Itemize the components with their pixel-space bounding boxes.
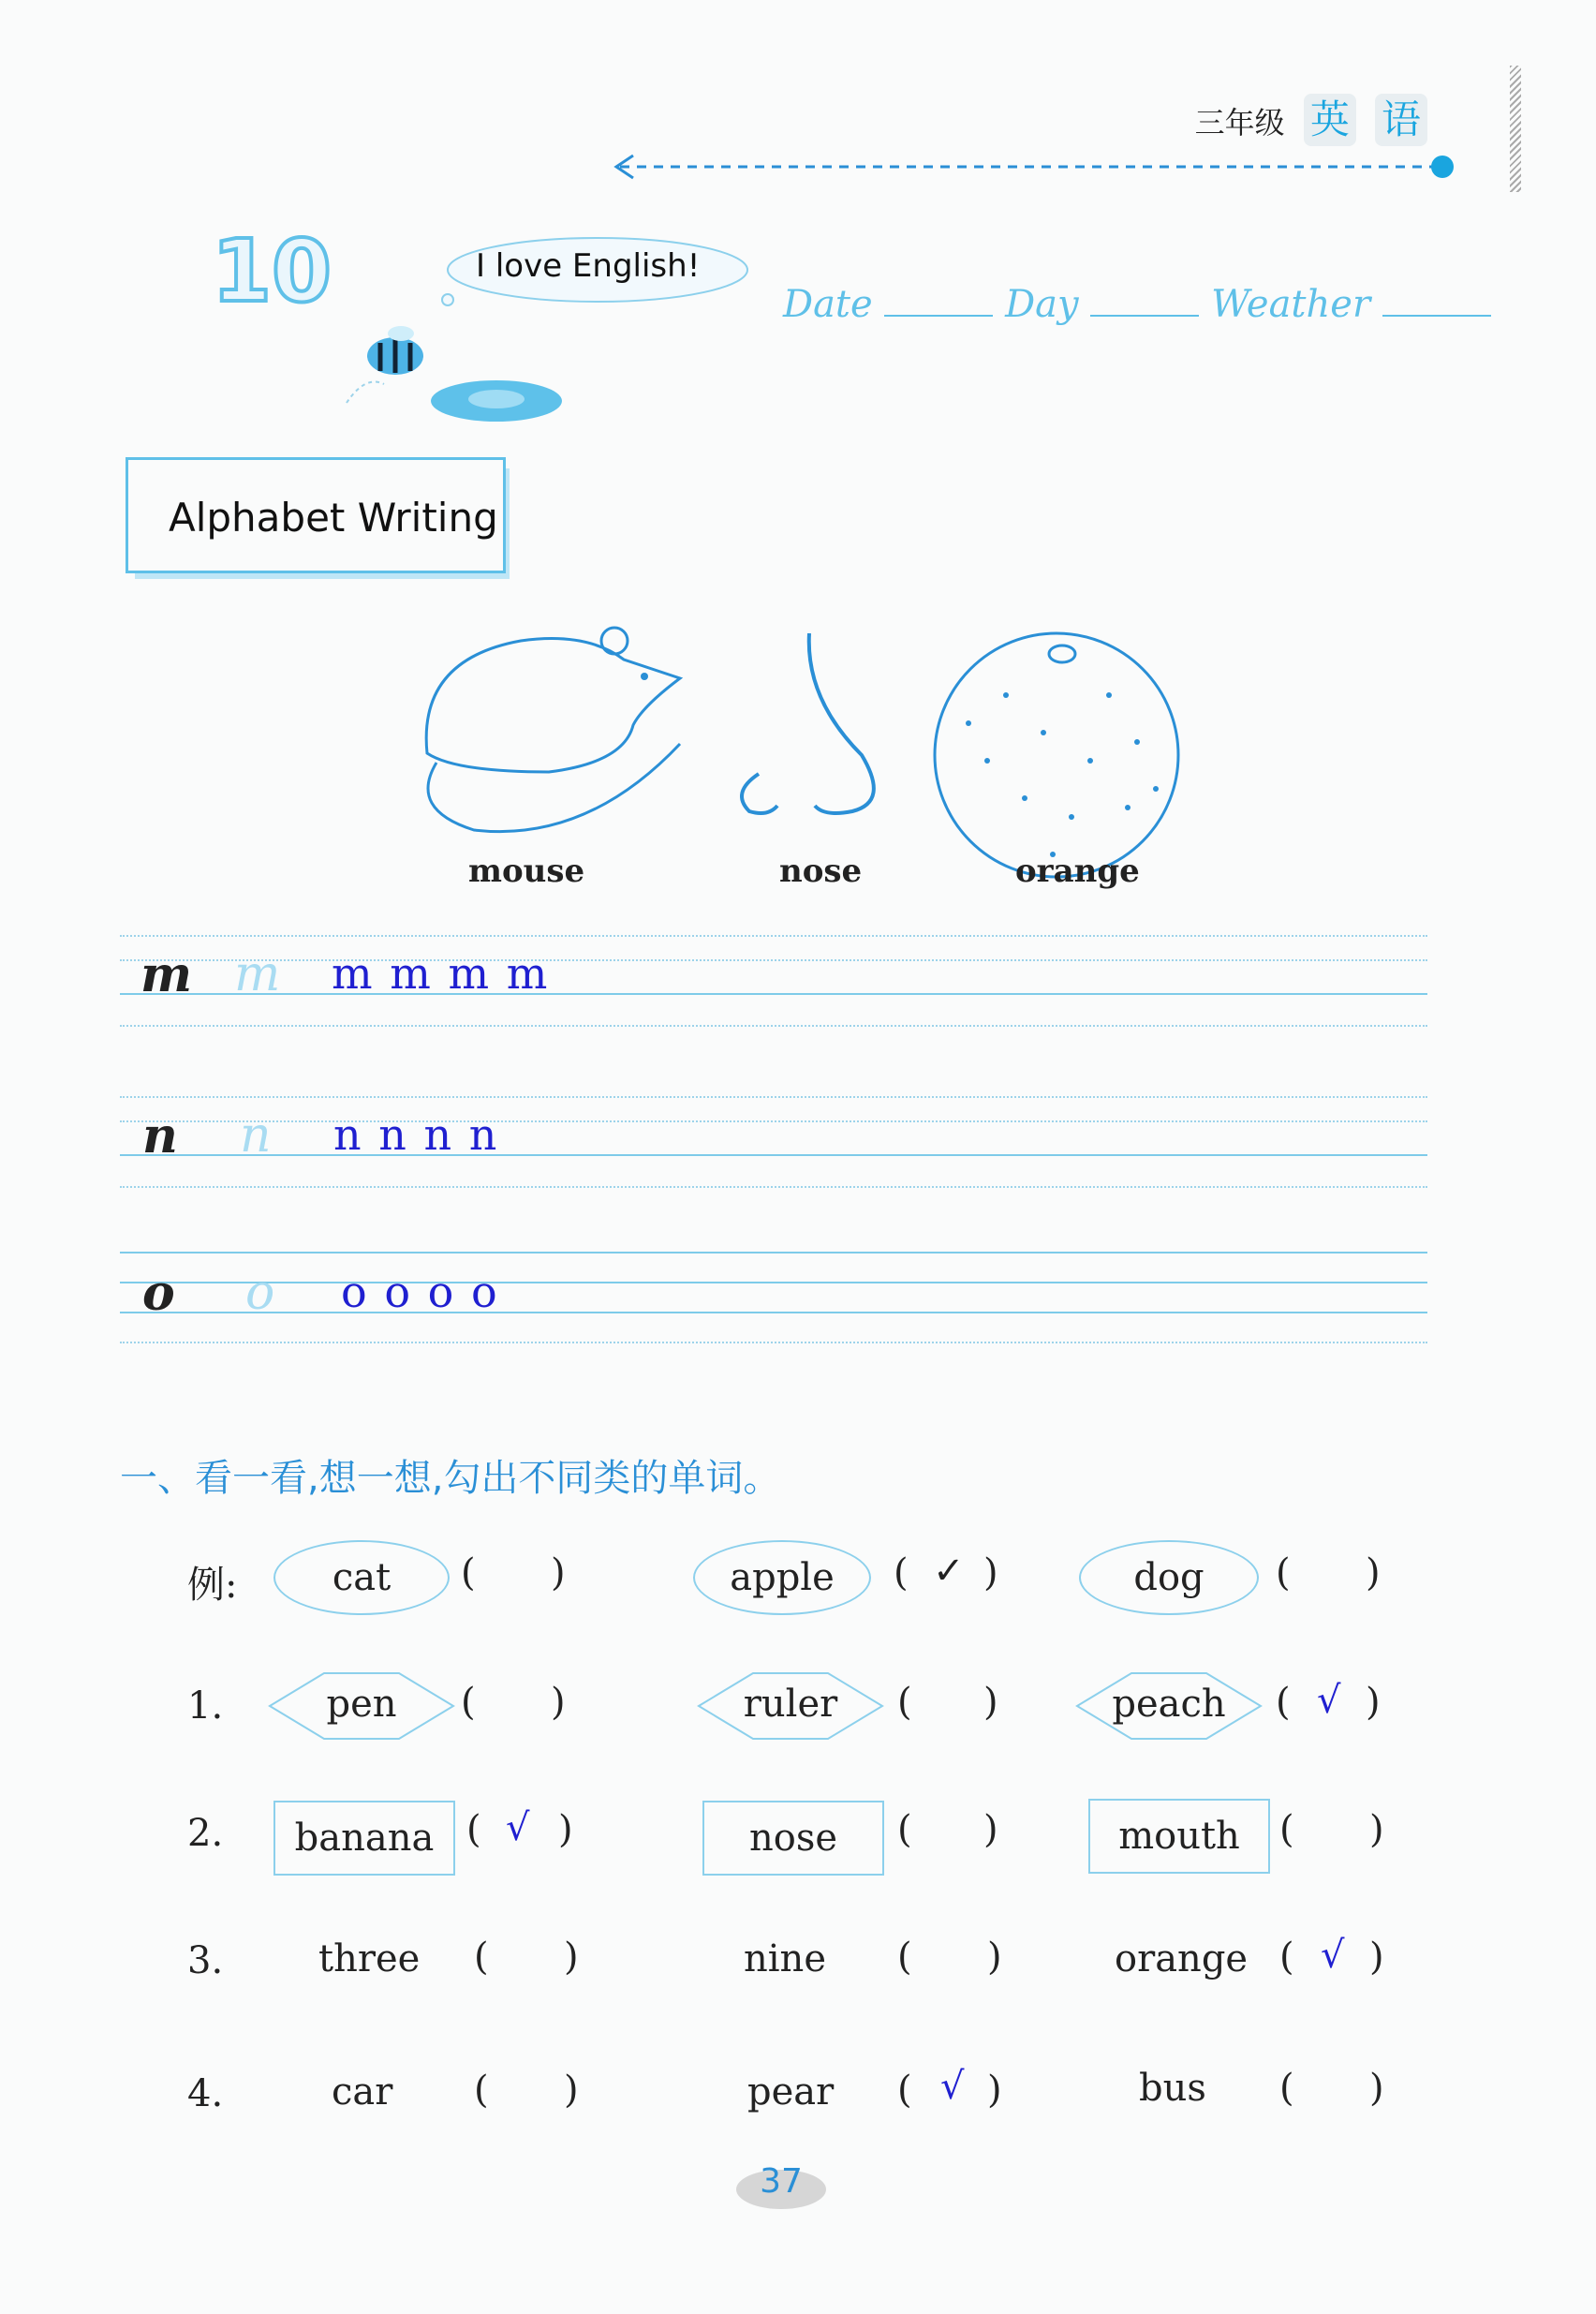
answer-paren[interactable]: ) [1366, 1551, 1381, 1595]
answer-m[interactable]: m m m m [332, 948, 550, 999]
answer-paren[interactable]: ) [558, 1808, 573, 1851]
date-label: Date [783, 283, 873, 326]
word: three [318, 1937, 421, 1980]
answer-paren[interactable]: ) [987, 1936, 1002, 1979]
answer-paren[interactable]: ) [551, 1681, 566, 1724]
picture-label: orange [1015, 853, 1140, 890]
header-arrow [611, 150, 1459, 187]
day-blank[interactable] [1090, 315, 1199, 317]
word-box: nose [702, 1801, 884, 1876]
answer-paren[interactable]: ( [1279, 2067, 1294, 2110]
answer-paren[interactable]: ( [466, 1808, 481, 1851]
diamond-word: peach [1112, 1683, 1226, 1726]
subject-char-2: 语 [1375, 94, 1427, 146]
answer-paren[interactable]: ) [551, 1551, 566, 1595]
row-number: 4. [187, 2072, 224, 2115]
answer-paren[interactable]: ) [983, 1681, 998, 1724]
picture-label: mouse [468, 853, 585, 890]
check-mark: ✓ [933, 1550, 965, 1593]
answer-paren[interactable]: ( [897, 1681, 912, 1724]
nose-icon [721, 633, 909, 821]
picture-label: nose [779, 853, 863, 890]
letter-trace-m: m [234, 946, 281, 1002]
word-oval: cat [273, 1540, 450, 1615]
weather-blank[interactable] [1382, 315, 1491, 317]
letter-print-m: m [140, 946, 193, 1003]
row-number: 2. [187, 1812, 224, 1855]
answer-paren[interactable]: ( [1276, 1551, 1291, 1595]
subject-char-1: 英 [1304, 94, 1356, 146]
word-box: mouth [1088, 1799, 1270, 1874]
answer-o[interactable]: o o o o [341, 1267, 499, 1317]
page-edge [1510, 66, 1521, 192]
letter-trace-n: n [240, 1107, 272, 1164]
page-number: 37 [760, 2162, 803, 2201]
word: orange [1115, 1937, 1249, 1980]
answer-paren[interactable]: ) [564, 2069, 579, 2112]
answer-paren[interactable]: ( [897, 2069, 912, 2112]
answer-paren[interactable]: ( [1279, 1936, 1294, 1979]
check-mark: √ [506, 1806, 530, 1849]
orange-picture [931, 630, 1184, 883]
cloud-text: I love English! [476, 247, 701, 285]
diamond-word: pen [326, 1683, 397, 1726]
answer-paren[interactable]: ( [474, 2069, 489, 2112]
word-oval: apple [693, 1540, 871, 1615]
word: car [332, 2070, 393, 2114]
answer-paren[interactable]: ( [461, 1681, 476, 1724]
arrow-left-icon [611, 150, 1459, 187]
unit-number: 10 [212, 221, 332, 321]
word-oval: dog [1079, 1540, 1259, 1615]
section-banner [122, 448, 521, 588]
word: nine [744, 1937, 826, 1980]
bee-icon [367, 326, 423, 375]
answer-paren[interactable]: ) [564, 1936, 579, 1979]
day-label: Day [1005, 283, 1079, 326]
orange-icon [931, 630, 1184, 883]
flower-icon [431, 380, 562, 422]
answer-paren[interactable]: ) [983, 1551, 998, 1595]
bee-flower-illustration [328, 319, 571, 440]
answer-paren[interactable]: ) [1369, 2067, 1384, 2110]
word: bus [1139, 2067, 1206, 2110]
answer-paren[interactable]: ) [983, 1808, 998, 1851]
row-number: 3. [187, 1939, 224, 1982]
weather-label: Weather [1211, 283, 1371, 326]
thought-cloud [438, 225, 757, 309]
row-number: 例: [187, 1564, 238, 1607]
letter-trace-o: o [245, 1265, 275, 1321]
answer-n[interactable]: n n n n [333, 1109, 499, 1160]
date-blank[interactable] [884, 315, 993, 317]
banner-title: Alphabet Writing [169, 495, 498, 541]
check-mark: √ [1317, 1679, 1341, 1722]
check-mark: √ [940, 2065, 965, 2108]
answer-paren[interactable]: ( [894, 1551, 909, 1595]
exercise-title: 一、看一看,想一想,勾出不同类的单词。 [120, 1457, 781, 1500]
letter-print-o: o [142, 1265, 175, 1322]
row-number: 1. [187, 1684, 224, 1728]
grade-label: 三年级 [1194, 105, 1285, 141]
page-header [1195, 94, 1427, 146]
date-line [783, 283, 1491, 326]
check-mark: √ [1321, 1934, 1345, 1977]
diamond-word: ruler [743, 1683, 838, 1726]
answer-paren[interactable]: ) [987, 2069, 1002, 2112]
word-box: banana [273, 1801, 455, 1876]
answer-paren[interactable]: ( [474, 1936, 489, 1979]
mouse-icon [399, 622, 695, 843]
answer-paren[interactable]: ) [1369, 1936, 1384, 1979]
word: pear [747, 2070, 835, 2114]
answer-paren[interactable]: ( [897, 1936, 912, 1979]
nose-picture [721, 633, 909, 821]
answer-paren[interactable]: ) [1369, 1808, 1384, 1851]
answer-paren[interactable]: ) [1366, 1681, 1381, 1724]
answer-paren[interactable]: ( [1279, 1808, 1294, 1851]
answer-paren[interactable]: ( [897, 1808, 912, 1851]
answer-paren[interactable]: ( [1276, 1681, 1291, 1724]
mouse-picture [399, 622, 695, 843]
answer-paren[interactable]: ( [461, 1551, 476, 1595]
letter-print-n: n [142, 1107, 178, 1164]
